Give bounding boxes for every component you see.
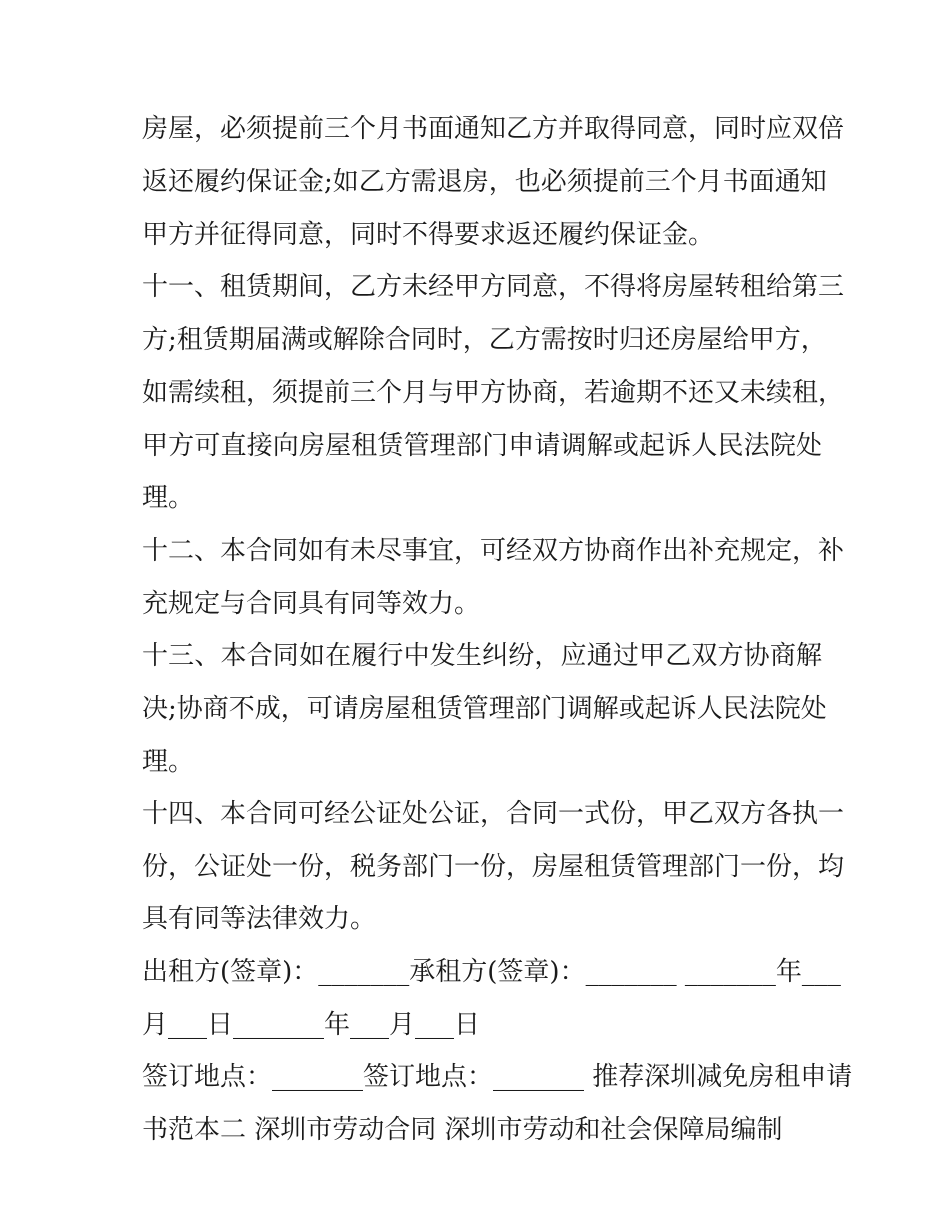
text-line: 如需续租，须提前三个月与甲方协商，若逾期不还又未续租， — [142, 378, 845, 408]
signing-place-line: 签订地点：_______签订地点：_______ 推荐深圳减免房租申请 — [142, 1062, 853, 1092]
text-line: 十二、本合同如有未尽事宜，可经双方协商作出补充规定，补 — [142, 536, 845, 566]
text-line: 理。 — [142, 747, 195, 777]
text-line: 书范本二 深圳市劳动合同 深圳市劳动和社会保障局编制 — [142, 1115, 783, 1145]
text-line: 甲方可直接向房屋租赁管理部门申请调解或起诉人民法院处 — [142, 431, 822, 461]
date-line: 月___日_______年___月___日 — [142, 1010, 481, 1040]
text-line: 十三、本合同如在履行中发生纠纷，应通过甲乙双方协商解 — [142, 641, 822, 671]
text-line: 具有同等法律效力。 — [142, 904, 377, 934]
text-line: 甲方并征得同意，同时不得要求返还履约保证金。 — [142, 220, 715, 250]
text-line: 充规定与合同具有同等效力。 — [142, 589, 481, 619]
text-line: 理。 — [142, 483, 195, 513]
text-line: 十一、租赁期间，乙方未经甲方同意，不得将房屋转租给第三 — [142, 272, 845, 302]
signature-line: 出租方(签章)：_______承租方(签章)：_______ _______年___ — [142, 957, 841, 987]
text-line: 方;租赁期届满或解除合同时，乙方需按时归还房屋给甲方， — [142, 325, 827, 355]
text-line: 份，公证处一份，税务部门一份，房屋租赁管理部门一份，均 — [142, 852, 845, 882]
text-line: 决;协商不成，可请房屋租赁管理部门调解或起诉人民法院处 — [142, 694, 827, 724]
text-line: 十四、本合同可经公证处公证，合同一式份，甲乙双方各执一 — [142, 799, 845, 829]
text-line: 房屋，必须提前三个月书面通知乙方并取得同意，同时应双倍 — [142, 114, 845, 144]
text-line: 返还履约保证金;如乙方需退房，也必须提前三个月书面通知 — [142, 167, 827, 197]
